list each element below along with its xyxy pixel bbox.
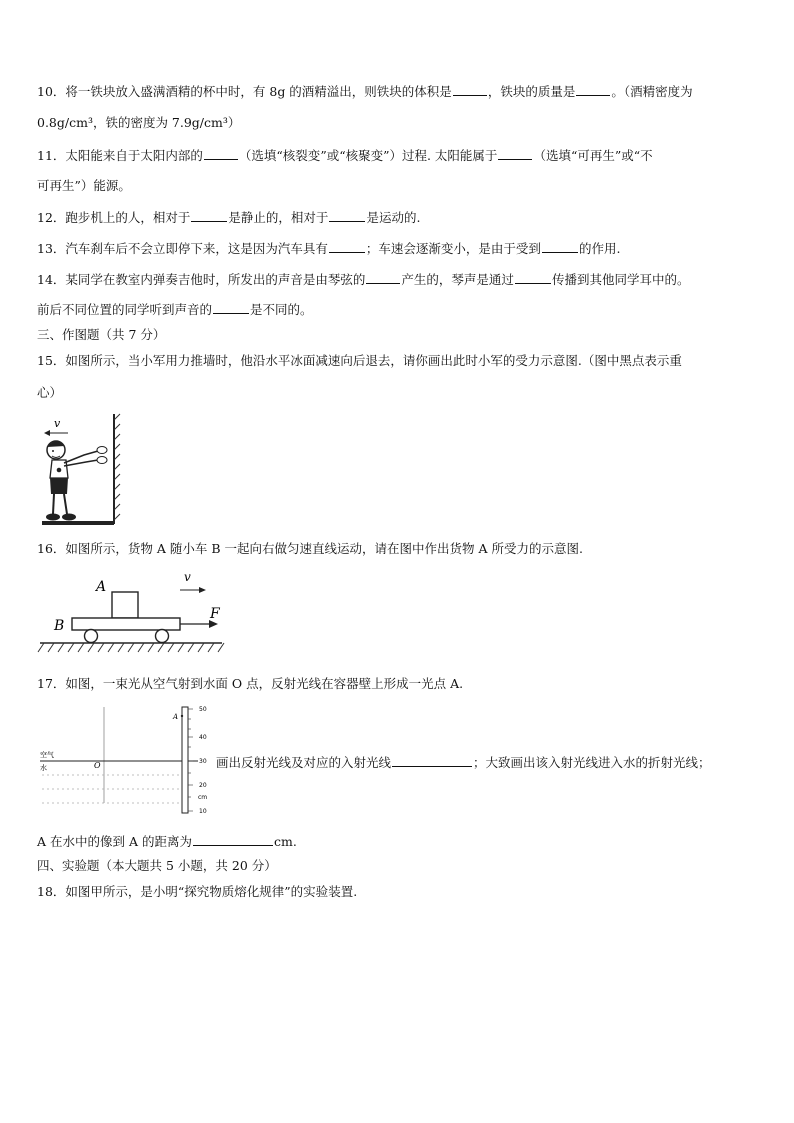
q17-blank-incident[interactable]	[392, 754, 472, 767]
q10-blank-volume[interactable]	[453, 83, 487, 96]
q14-blank-loudness[interactable]	[213, 301, 249, 314]
q14-line2	[37, 301, 313, 318]
q17-tick-0: 50	[199, 706, 207, 713]
q12-text-a: 12．跑步机上的人，相对于	[37, 210, 191, 225]
q13-blank-force[interactable]	[542, 240, 578, 253]
q14-text-d: 前后不同位置的同学听到声音的	[37, 302, 213, 317]
q17-figure	[36, 703, 212, 815]
q10-line2: 0.8g/cm³，铁的密度为 7.9g/cm³）	[37, 115, 241, 130]
q17-tick-3: 20	[199, 782, 207, 789]
q10-text-a: 10．将一铁块放入盛满酒精的杯中时，有 8g 的酒精溢出，则铁块的体积是	[37, 84, 452, 99]
q17-text-a: 画出反射光线及对应的入射光线	[216, 755, 392, 770]
q12-blank-moving[interactable]	[329, 209, 365, 222]
q18-text: 18．如图甲所示，是小明“探究物质熔化规律”的实验装置.	[37, 884, 358, 899]
q14-blank-vibration[interactable]	[366, 271, 400, 284]
q14-text-e: 是不同的。	[250, 302, 313, 317]
q16-F-label: F	[210, 606, 220, 622]
q11-text-a: 11．太阳能来自于太阳内部的	[37, 148, 203, 163]
q17-air-label: 空气	[40, 751, 54, 759]
q13-text-a: 13．汽车刹车后不会立即停下来，这是因为汽车具有	[37, 241, 328, 256]
q10-text-b: ，铁块的质量是	[487, 84, 576, 99]
q14-line1	[37, 271, 689, 288]
q12-text-c: 是运动的.	[366, 210, 421, 225]
q11-line2: 可再生”）能源。	[37, 178, 131, 193]
q17-text-b: ；大致画出该入射光线进入水的折射光线；	[473, 755, 711, 770]
q14-text-c: 传播到其他同学耳中的。	[551, 272, 690, 287]
q16-A-label: A	[96, 579, 107, 595]
q14-blank-medium[interactable]	[515, 271, 551, 284]
q17-cm-label: cm	[198, 794, 208, 801]
q17-tick-1: 40	[199, 734, 207, 741]
q14-text-b: 产生的，琴声是通过	[401, 272, 514, 287]
q11-text-c: （选填“可再生”或“不	[533, 148, 653, 163]
q11-blank-process[interactable]	[204, 147, 238, 160]
q13-text-c: 的作用.	[578, 241, 621, 256]
q17-tick-2: 30	[199, 758, 207, 765]
section-3-heading: 三、作图题（共 7 分）	[37, 327, 166, 342]
q17-blank-distance[interactable]	[193, 833, 273, 846]
q16-text: 16．如图所示，货物 A 随小车 B 一起向右做匀速直线运动，请在图中作出货物 A 所受力的示意图.	[37, 541, 583, 556]
q16-v-label: v	[184, 570, 191, 584]
q12-line	[37, 209, 420, 226]
q14-text-a: 14．某同学在教室内弹奏吉他时，所发出的声音是由琴弦的	[37, 272, 366, 287]
q11-line1	[37, 147, 653, 164]
q11-text-b: （选填“核裂变”或“核聚变”）过程. 太阳能属于	[238, 148, 498, 163]
q15-line2: 心）	[37, 385, 63, 400]
q17-O-label: O	[94, 761, 101, 770]
q17-A-label: A	[172, 713, 178, 721]
q15-v-label: v	[54, 417, 61, 430]
q10-line1	[37, 83, 693, 100]
q13-line	[37, 240, 620, 257]
q10-blank-mass[interactable]	[576, 83, 610, 96]
q13-blank-inertia[interactable]	[329, 240, 365, 253]
q17-text-d: cm.	[273, 834, 297, 849]
q17-text-c: A 在水中的像到 A 的距离为	[37, 834, 192, 849]
q13-text-b: ；车速会逐渐变小，是由于受到	[365, 241, 541, 256]
q16-B-label: B	[54, 618, 65, 634]
section-4-heading: 四、实验题（本大题共 5 小题，共 20 分）	[37, 858, 277, 873]
q15-line1: 15．如图所示，当小军用力推墙时，他沿水平冰面减速向后退去，请你画出此时小军的受力示意图.（图中黑点表示重	[37, 353, 682, 368]
q17-text: 17．如图，一束光从空气射到水面 O 点，反射光线在容器壁上形成一光点 A.	[37, 676, 464, 691]
q15-figure	[36, 410, 126, 528]
q17-tick-4: 10	[199, 808, 207, 815]
q17-water-label: 水	[40, 764, 47, 772]
q17-line3	[37, 833, 297, 850]
q12-blank-static[interactable]	[191, 209, 227, 222]
q10-text-c: 。（酒精密度为	[611, 84, 693, 99]
q11-blank-renewable[interactable]	[498, 147, 532, 160]
q12-text-b: 是静止的，相对于	[228, 210, 329, 225]
q16-figure	[36, 570, 226, 662]
q17-mid-line	[216, 754, 711, 771]
